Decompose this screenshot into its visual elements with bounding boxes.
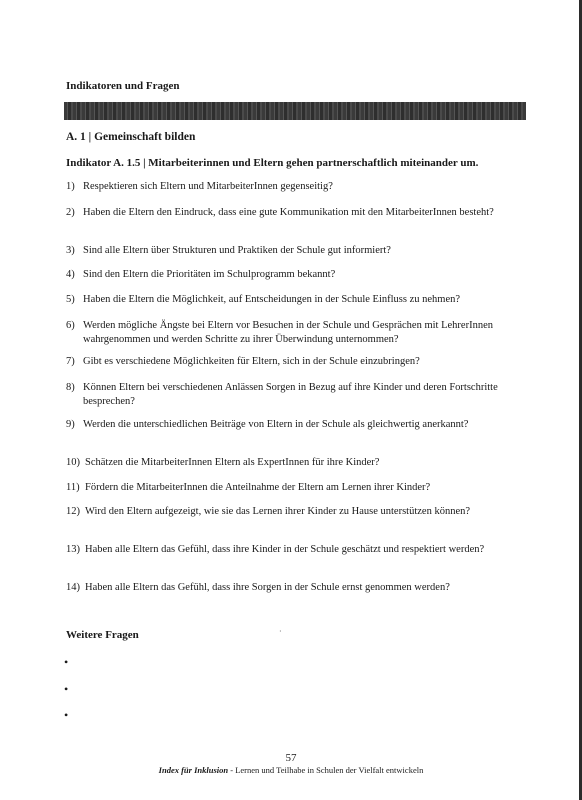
question-number: 6) xyxy=(66,320,75,331)
question-text: Wird den Eltern aufgezeigt, wie sie das Lernen ihrer Kinder zu Hause unterstützen können? xyxy=(85,506,471,517)
footer-subtitle: - Lernen und Teilhabe in Schulen der Vielfalt entwickeln xyxy=(228,765,424,775)
page-footer xyxy=(0,765,582,775)
question-number: 14) xyxy=(66,582,80,593)
question-number: 12) xyxy=(66,506,80,517)
question-text: Haben alle Eltern das Gefühl, dass ihre Sorgen in der Schule ernst genommen werden? xyxy=(85,582,450,593)
page-number: 57 xyxy=(285,752,297,764)
question-number: 11) xyxy=(66,482,80,493)
question-text: Haben alle Eltern das Gefühl, dass ihre Kinder in der Schule geschätzt und respektiert werden? xyxy=(85,544,485,555)
decorative-banner-bar xyxy=(64,102,526,120)
empty-bullet-item: • xyxy=(64,708,69,722)
empty-bullet-item: • xyxy=(64,655,69,669)
question-text: Sind den Eltern die Prioritäten im Schulprogramm bekannt? xyxy=(83,269,336,280)
question-number: 9) xyxy=(66,419,75,430)
question-text: Können Eltern bei verschiedenen Anlässen Sorgen in Bezug auf ihre Kinder und deren Fortschritte besprechen? xyxy=(83,382,498,407)
question-number: 2) xyxy=(66,207,75,218)
question-text: Schätzen die MitarbeiterInnen Eltern als ExpertInnen für ihre Kinder? xyxy=(85,457,380,468)
question-number: 8) xyxy=(66,382,75,393)
indicator-title: Indikator A. 1.5 | Mitarbeiterinnen und Eltern gehen partnerschaftlich miteinander um. xyxy=(66,157,479,169)
scan-speck: · xyxy=(279,627,282,636)
question-text: Respektieren sich Eltern und MitarbeiterInnen gegenseitig? xyxy=(83,181,333,192)
question-text: Sind alle Eltern über Strukturen und Praktiken der Schule gut informiert? xyxy=(83,245,391,256)
question-number: 1) xyxy=(66,181,75,192)
question-number: 7) xyxy=(66,356,75,367)
subsection-title: A. 1 | Gemeinschaft bilden xyxy=(66,131,196,143)
empty-bullet-item: • xyxy=(64,682,69,696)
question-text: Haben die Eltern die Möglichkeit, auf Entscheidungen in der Schule Einfluss zu nehmen? xyxy=(83,294,461,305)
section-heading: Indikatoren und Fragen xyxy=(66,80,180,92)
question-number: 4) xyxy=(66,269,75,280)
question-number: 13) xyxy=(66,544,80,555)
question-number: 10) xyxy=(66,457,80,468)
question-text: Fördern die MitarbeiterInnen die Anteilnahme der Eltern am Lernen ihrer Kinder? xyxy=(85,482,431,493)
question-text: Haben die Eltern den Eindruck, dass eine gute Kommunikation mit den MitarbeiterInnen besteht? xyxy=(83,207,494,218)
footer-title: Index für Inklusion xyxy=(158,765,229,775)
question-number: 3) xyxy=(66,245,75,256)
question-number: 5) xyxy=(66,294,75,305)
question-text: Werden mögliche Ängste bei Eltern vor Besuchen in der Schule und Gesprächen mit LehrerInnen wahrgenommen und werden Schritte zu ihrer Überwindung unternommen? xyxy=(83,320,493,345)
question-text: Gibt es verschiedene Möglichkeiten für Eltern, sich in der Schule einzubringen? xyxy=(83,356,420,367)
further-questions-heading: Weitere Fragen xyxy=(66,629,139,641)
question-text: Werden die unterschiedlichen Beiträge von Eltern in der Schule als gleichwertig anerkannt? xyxy=(83,419,469,430)
